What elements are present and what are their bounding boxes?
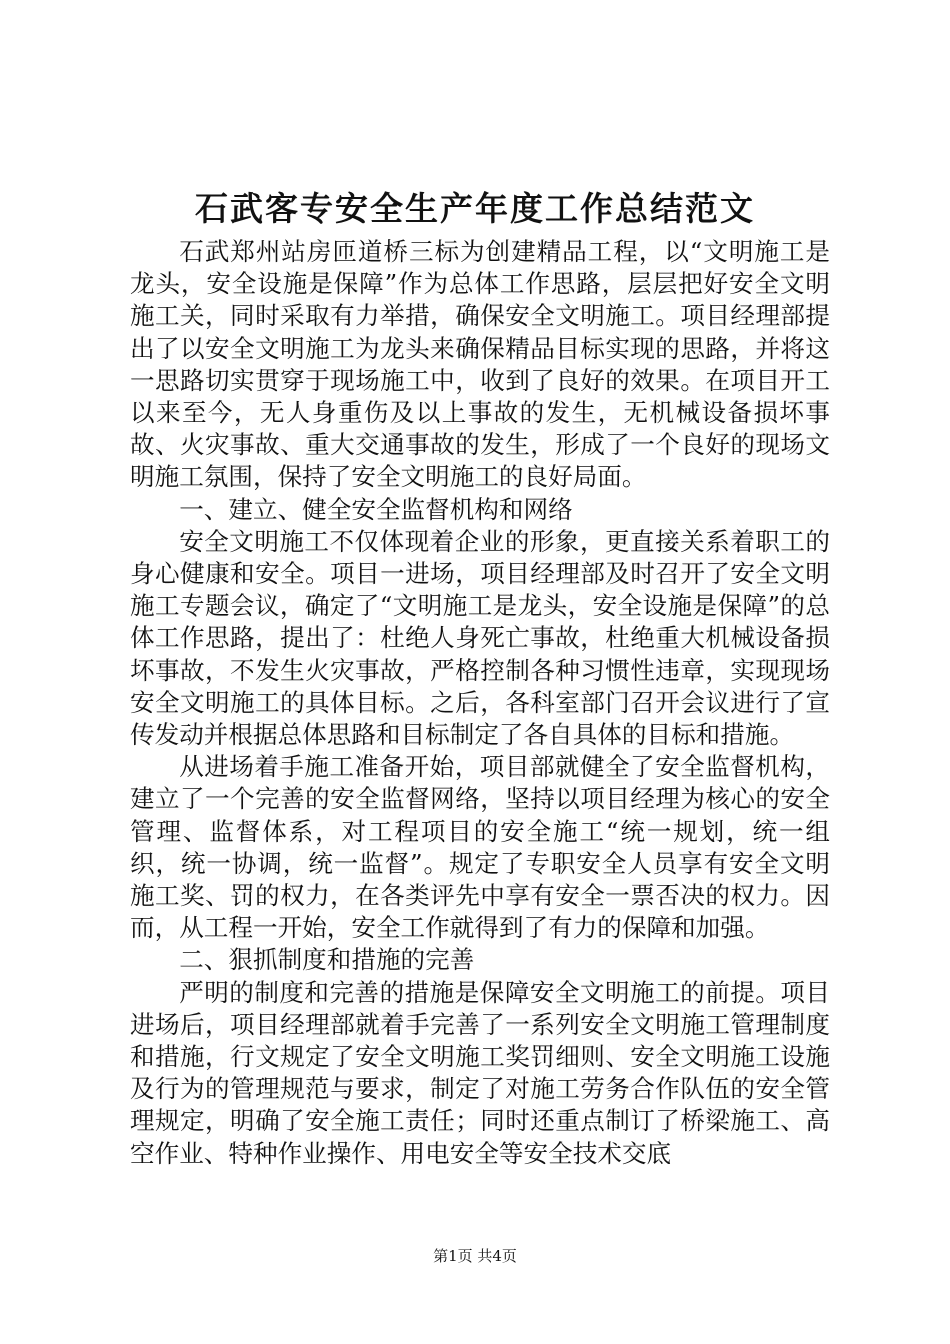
body-paragraph: 严明的制度和完善的措施是保障安全文明施工的前提。项目进场后，项目经理部就着手完善了一系列安全文明施工管理制度和措施，行文规定了安全文明施工奖罚细则、安全文明施工设施及行为的管理规范与要求，制定了对施工劳务合作队伍的安全管理规定，明确了安全施工责任；同时还重点制订了桥梁施工、高空作业、特种作业操作、用电安全等安全技术交底 — [130, 977, 830, 1168]
body-paragraph: 安全文明施工不仅体现着企业的形象，更直接关系着职工的身心健康和安全。项目一进场，项目经理部及时召开了安全文明施工专题会议，确定了“文明施工是龙头，安全设施是保障”的总体工作思路，提出了：杜绝人身死亡事故，杜绝重大机械设备损坏事故，不发生火灾事故，严格控制各种习惯性违章，实现现场安全文明施工的具体目标。之后，各科室部门召开会议进行了宣传发动并根据总体思路和目标制定了各自具体的目标和措施。 — [130, 526, 830, 750]
document-body — [130, 236, 830, 1170]
section-heading-1: 一、建立、健全安全监督机构和网络 — [179, 494, 573, 524]
document-title: 石武客专安全生产年度工作总结范文 — [195, 189, 755, 228]
body-paragraph: 从进场着手施工准备开始，项目部就健全了安全监督机构，建立了一个完善的安全监督网络，坚持以项目经理为核心的安全管理、监督体系，对工程项目的安全施工“统一规划，统一组织，统一协调，统一监督”。规定了专职安全人员享有安全文明施工奖、罚的权力，在各类评先中享有安全一票否决的权力。因而，从工程一开始，安全工作就得到了有力的保障和加强。 — [130, 752, 830, 943]
section-heading-2: 二、狠抓制度和措施的完善 — [179, 945, 475, 975]
page-number-footer: 第1页 共4页 — [433, 1247, 517, 1265]
intro-paragraph: 石武郑州站房匝道桥三标为创建精品工程，以“文明施工是龙头，安全设施是保障”作为总体工作思路，层层把好安全文明施工关，同时采取有力举措，确保安全文明施工。项目经理部提出了以安全文明施工为龙头来确保精品目标实现的思路，并将这一思路切实贯穿于现场施工中，收到了良好的效果。在项目开工以来至今，无人身重伤及以上事故的发生，无机械设备损坏事故、火灾事故、重大交通事故的发生，形成了一个良好的现场文明施工氛围，保持了安全文明施工的良好局面。 — [130, 237, 830, 492]
